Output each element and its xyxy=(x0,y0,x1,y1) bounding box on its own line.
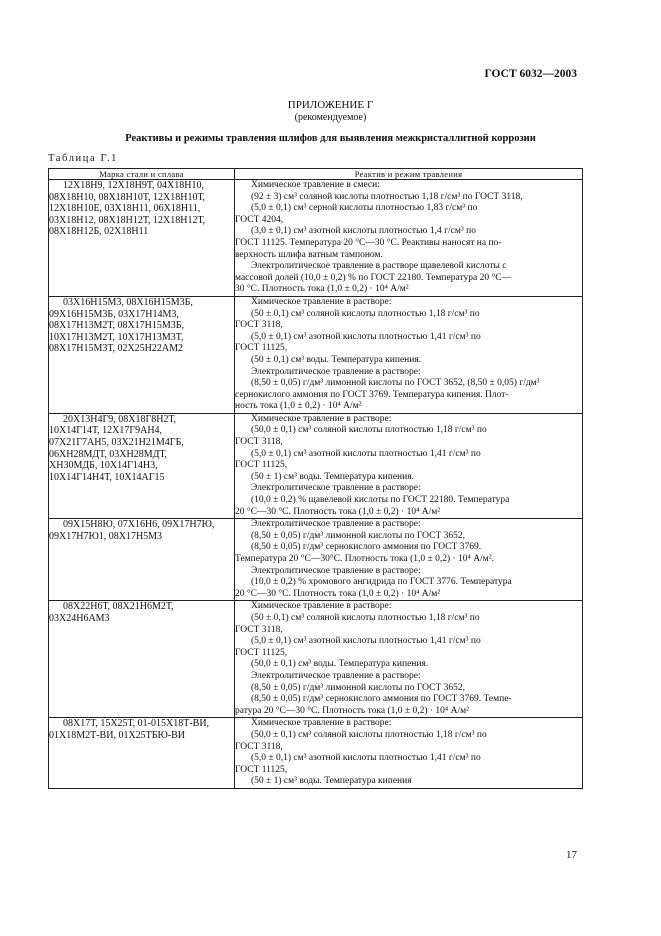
steel-grade-line: 10Х17Н13М2Т, 10Х17Н13М3Т, xyxy=(49,331,184,343)
steel-grade-line: 08Х22Н6Т, 08Х21Н6М2Т, xyxy=(63,601,174,613)
reagent-line: Химическое травление в растворе: xyxy=(251,413,392,424)
steel-grade-line: 09Х16Н15М3Б, 03Х17Н14М3, xyxy=(49,308,179,320)
steel-grade-line: 03Х18Н12, 08Х18Н12Т, 12Х18Н12Т, xyxy=(49,214,206,226)
steel-grade-line: ХН30МДБ, 10Х14Г14Н3, xyxy=(49,460,158,472)
reagent-cell xyxy=(235,718,583,789)
reagent-cell xyxy=(235,296,583,413)
reagent-line: ГОСТ 11125. Температура 20 °С—30 °С. Реактивы наносят на по- xyxy=(235,237,502,248)
reagent-line: (5,0 ± 0,1) см³ серной кислоты плотностью 1,83 г/см³ по xyxy=(251,203,478,214)
steel-grade-line: 08Х17Н13М2Т, 08Х17Н15М3Б, xyxy=(49,320,185,332)
reagent-cell xyxy=(235,180,583,297)
steel-grade-cell xyxy=(49,180,235,297)
reagent-line: (50 ± 1) см³ воды. Температура кипения. xyxy=(251,471,414,482)
steel-grade-line: 09Х15Н8Ю, 07Х16Н6, 09Х17Н7Ю, xyxy=(63,519,215,531)
steel-grade-line: 07Х21Г7АН5, 03Х21Н21М4ГБ, xyxy=(49,437,184,449)
steel-grade-cell xyxy=(49,413,235,518)
steel-grade-line: 06ХН28МДТ, 03ХН28МДТ, xyxy=(49,448,168,460)
reagent-line: ГОСТ 3118, xyxy=(235,741,283,752)
steel-grade-line: 10Х14Г14Н4Т, 10Х14АГ15 xyxy=(49,471,165,483)
reagent-line: Химическое травление в растворе: xyxy=(251,718,392,729)
reagent-line: ратура 20 °С—30 °С. Плотность тока (1,0 ± 0,2) · 10⁴ А/м² xyxy=(235,705,469,716)
reagent-cell xyxy=(235,519,583,601)
table-row xyxy=(49,519,583,601)
steel-grade-cell xyxy=(49,601,235,718)
table-caption: Таблица Г.1 xyxy=(48,153,119,164)
reagent-line: (92 ± 3) см³ соляной кислоты плотностью 1,18 г/см³ по ГОСТ 3118, xyxy=(251,191,523,202)
table-row xyxy=(49,718,583,789)
reagent-line: 30 °С. Плотность тока (1,0 ± 0,2) · 10⁴ А/м² xyxy=(235,284,409,295)
reagent-line: (8,50 ± 0,05) г/дм³ сернокислого аммония по ГОСТ 3769. xyxy=(251,542,482,553)
reagent-line: ГОСТ 11125, xyxy=(235,764,288,775)
table-row xyxy=(49,413,583,518)
reagent-line: (50 ± 0,1) см³ соляной кислоты плотностью 1,18 г/см³ по xyxy=(251,612,480,623)
reagent-line: (5,0 ± 0,1) см³ азотной кислоты плотностью 1,41 г/см³ по xyxy=(251,331,481,342)
reagent-line: (8,50 ± 0,05) г/дм³ лимонной кислоты по ГОСТ 3652, xyxy=(251,530,466,541)
reagent-line: (50,0 ± 0,1) см³ соляной кислоты плотностью 1,18 г/см³ по xyxy=(251,729,487,740)
reagent-line: (50 ± 0,1) см³ воды. Температура кипения. xyxy=(251,354,422,365)
page-number: 17 xyxy=(566,849,577,861)
reagent-line: Электролитическое травление в растворе: xyxy=(251,483,421,494)
reagent-line: (5,0 ± 0,1) см³ азотной кислоты плотностью 1,41 г/см³ по xyxy=(251,636,481,647)
reagent-line: ГОСТ 3118, xyxy=(235,624,283,635)
reagent-line: ГОСТ 11125, xyxy=(235,460,288,471)
reagent-line: ГОСТ 3118, xyxy=(235,437,283,448)
steel-grade-line: 01Х18М2Т-ВИ, 01Х25ТБЮ-ВИ xyxy=(49,729,186,741)
reagent-line: 20 °С—30 °С. Плотность тока (1,0 ± 0,2) · 10⁴ А/м² xyxy=(235,506,441,517)
reagent-line: ГОСТ 4204, xyxy=(235,214,284,225)
reagent-line: ГОСТ 3118, xyxy=(235,320,283,331)
reagent-line: (50 ± 1) см³ воды. Температура кипения xyxy=(251,776,412,787)
reagent-line: ГОСТ 11125, xyxy=(235,343,288,354)
steel-grade-line: 08Х18Н12Б, 02Х18Н11 xyxy=(49,226,149,238)
reagent-line: Электролитическое травление в растворе щавелевой кислоты с xyxy=(251,261,507,272)
column-header-grade: Марка стали и сплава xyxy=(49,169,235,180)
steel-grade-cell xyxy=(49,519,235,601)
standard-code: ГОСТ 6032—2003 xyxy=(484,68,577,80)
reagent-line: (50,0 ± 0,1) см³ соляной кислоты плотностью 1,18 г/см³ по xyxy=(251,425,487,436)
steel-grade-cell xyxy=(49,296,235,413)
steel-grade-line: 08Х17Т, 15Х25Т, 01-015Х18Т-ВИ, xyxy=(63,718,210,730)
reagent-line: (50,0 ± 0,1) см³ воды. Температура кипения. xyxy=(251,659,429,670)
document-title: Реактивы и режимы травления шлифов для выявления межкристаллитной коррозии xyxy=(125,133,536,144)
reagent-line: ГОСТ 11125, xyxy=(235,647,288,658)
steel-grade-line: 03Х24Н6АМ3 xyxy=(49,612,110,624)
appendix-note: (рекомендуемое) xyxy=(294,112,367,123)
reagent-line: Электролитическое травление в растворе: xyxy=(251,366,421,377)
reagent-line: сернокислого аммония по ГОСТ 3769. Температура кипения. Плот- xyxy=(235,389,509,400)
column-header-reagent: Реактив и режим травления xyxy=(235,169,583,180)
reagent-line: (10,0 ± 0,2) % щавелевой кислоты по ГОСТ 22180. Температура xyxy=(251,495,510,506)
table-row xyxy=(49,180,583,297)
etching-table xyxy=(48,168,583,789)
table-header-row xyxy=(49,169,583,180)
reagent-line: (50 ± 0,1) см³ соляной кислоты плотностью 1,18 г/см³ по xyxy=(251,308,480,319)
table-row xyxy=(49,601,583,718)
reagent-line: (3,0 ± 0,1) см³ азотной кислоты плотностью 1,4 г/см³ по xyxy=(251,226,476,237)
reagent-line: 20 °С—30 °С. Плотность тока (1,0 ± 0,2) · 10⁴ А/м² xyxy=(235,588,441,599)
appendix-title: ПРИЛОЖЕНИЕ Г xyxy=(287,99,374,111)
reagent-line: (5,0 ± 0,1) см³ азотной кислоты плотностью 1,41 г/см³ по xyxy=(251,448,481,459)
steel-grade-line: 20Х13Н4Г9, 08Х18Г8Н2Т, xyxy=(63,413,177,425)
table-row xyxy=(49,296,583,413)
reagent-line: Химическое травление в смеси: xyxy=(251,180,380,190)
reagent-line: Химическое травление в растворе: xyxy=(251,296,392,307)
steel-grade-line: 10Х14Г14Т, 12Х17Г9АН4, xyxy=(49,425,163,437)
steel-grade-cell xyxy=(49,718,235,789)
reagent-cell xyxy=(235,413,583,518)
reagent-line: (8,50 ± 0,05) г/дм³ лимонной кислоты по ГОСТ 3652, (8,50 ± 0,05) г/дм³ xyxy=(251,378,540,389)
reagent-line: ность тока (1,0 ± 0,2) · 10⁴ А/м² xyxy=(235,401,362,412)
reagent-line: Электролитическое травление в растворе: xyxy=(251,670,421,681)
reagent-line: Химическое травление в растворе: xyxy=(251,601,392,612)
reagent-line: массовой долей (10,0 ± 0,2) % по ГОСТ 22180. Температура 20 °С— xyxy=(235,272,512,283)
reagent-line: Температура 20 °С—30°С. Плотность тока (1,0 ± 0,2) · 10⁴ А/м². xyxy=(235,554,494,564)
steel-grade-line: 08Х18Н10, 08Х18Н10Т, 12Х18Н10Т, xyxy=(49,191,206,203)
reagent-cell xyxy=(235,601,583,718)
reagent-line: (8,50 ± 0,05) г/дм³ сернокислого аммония по ГОСТ 3769. Темпе- xyxy=(251,694,512,705)
reagent-line: Электролитическое травление в растворе: xyxy=(251,519,421,530)
reagent-line: Электролитическое травление в растворе: xyxy=(251,565,421,576)
steel-grade-line: 12Х18Н10Е, 03Х18Н11, 06Х18Н11, xyxy=(49,203,201,215)
steel-grade-line: 03Х16Н15М3, 08Х16Н15М3Б, xyxy=(63,296,193,308)
steel-grade-line: 08Х17Н15М3Т, 02Х25Н22АМ2 xyxy=(49,343,183,355)
reagent-line: (8,50 ± 0,05) г/дм³ лимонной кислоты по ГОСТ 3652, xyxy=(251,682,466,693)
steel-grade-line: 12Х18Н9, 12Х18Н9Т, 04Х18Н10, xyxy=(63,180,204,191)
reagent-line: (5,0 ± 0,1) см³ азотной кислоты плотностью 1,41 г/см³ по xyxy=(251,753,481,764)
reagent-line: (10,0 ± 0,2) % хромового ангидрида по ГОСТ 3776. Температура xyxy=(251,577,512,588)
steel-grade-line: 09Х17Н7Ю1, 08Х17Н5М3 xyxy=(49,530,163,542)
reagent-line: верхность шлифа ватным тампоном. xyxy=(235,249,383,260)
